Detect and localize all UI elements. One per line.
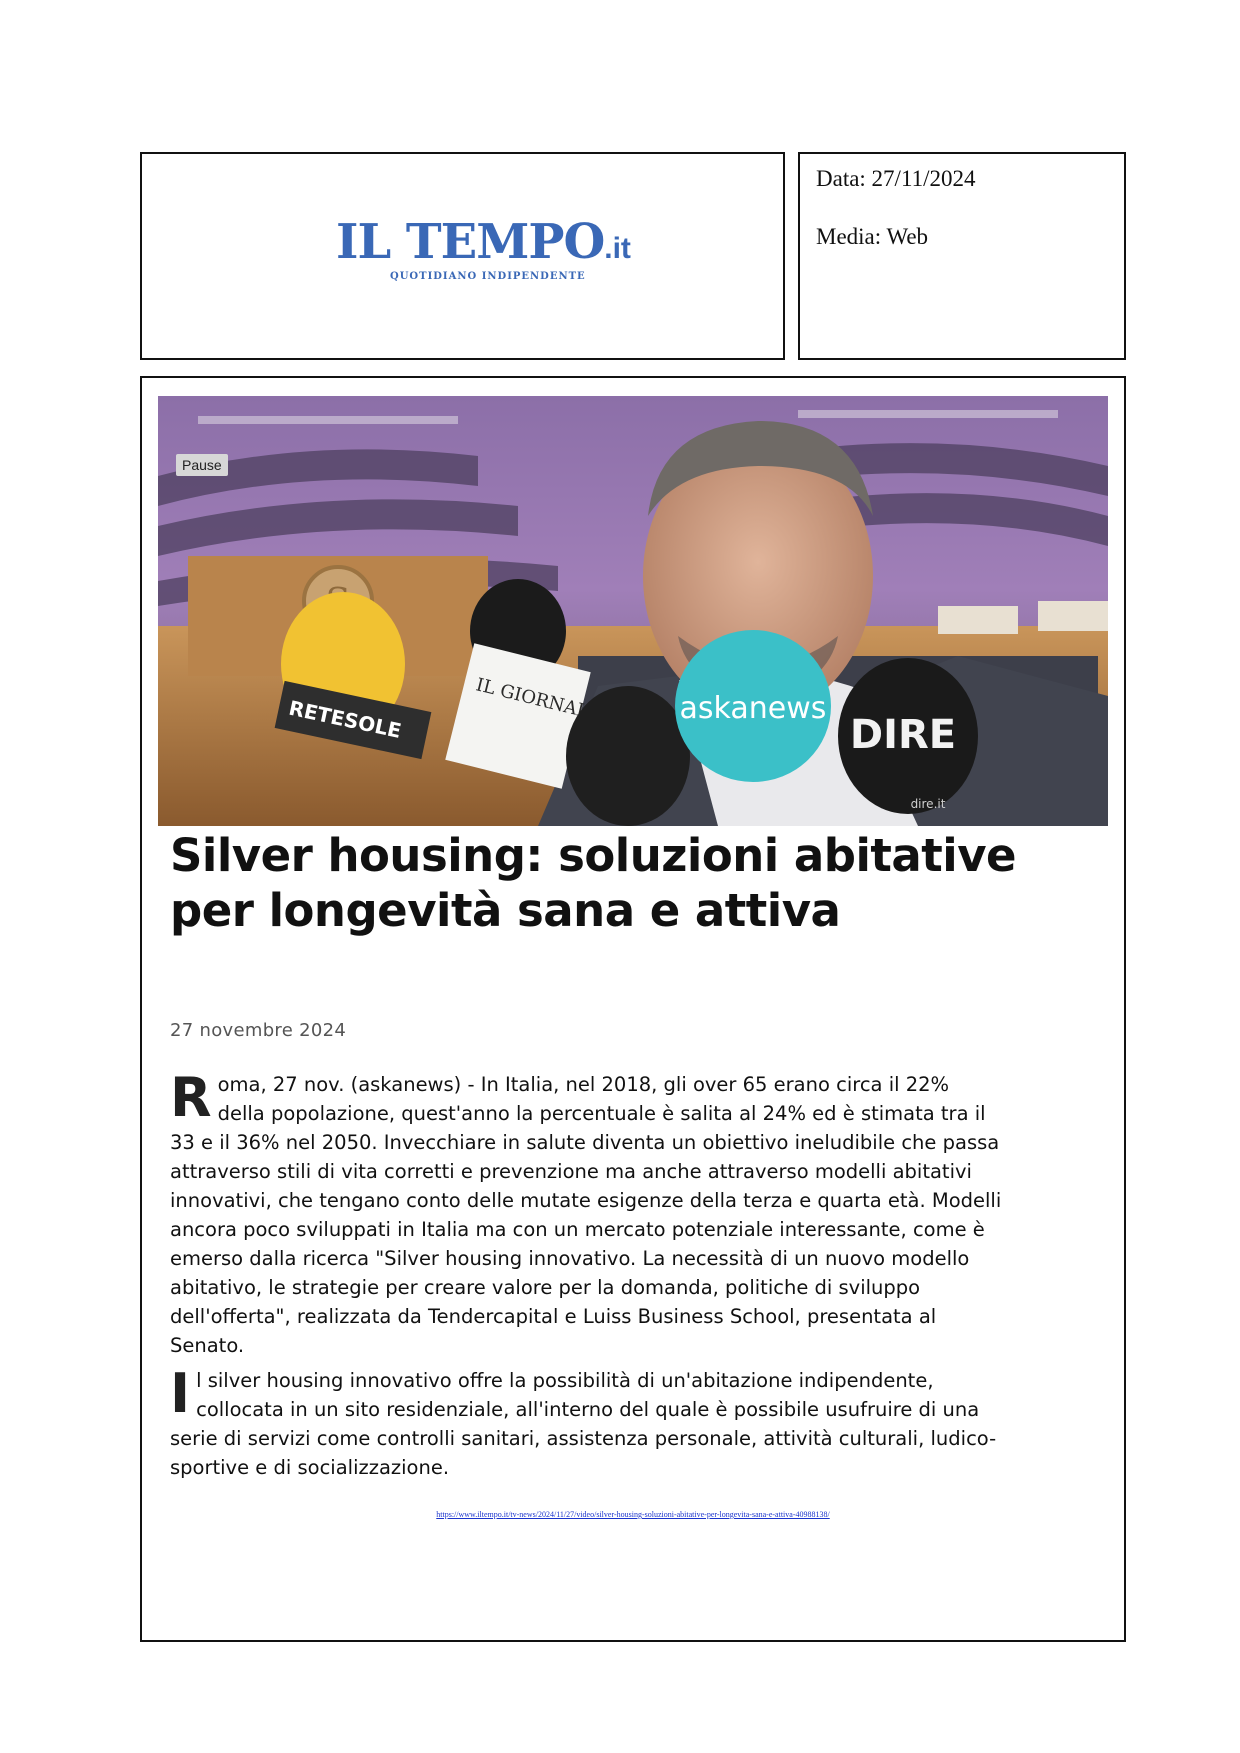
logo-suffix: .it (604, 232, 631, 265)
article-paragraph-1 (170, 1066, 1002, 1360)
il-tempo-logo (336, 214, 636, 298)
source-url-link[interactable]: https://www.iltempo.it/tv-news/2024/11/27/video/silver-housing-soluzioni-abitative-per-longevita-sana-e-attiva-40988138/ (436, 1510, 830, 1519)
logo-tagline: QUOTIDIANO INDIPENDENTE (390, 271, 586, 282)
pause-button[interactable]: Pause (176, 454, 228, 476)
paragraph-1-text: oma, 27 nov. (askanews) - In Italia, nel 2018, gli over 65 erano circa il 22% della popolazione, quest'anno la percentuale è salita al 24% ed è stimata tra il 33 e il 36% nel 2050. Invecchiare in salute diventa un obiettivo ineludibile che passa attraverso stili di vita corretti e prevenzione ma anche attraverso modelli abitativi innovativi, che tengano conto delle mutate esigenze della terza e quarta età. Modelli ancora poco sviluppati in Italia ma con un mercato potenziale interessante, come è emerso dalla ricerca "Silver housing innovativo. La necessità di un nuovo modello abitativo, le strategie per creare valore per la domanda, politiche di sviluppo dell'offerta", realizzata da Tendercapital e Luiss Business School, presentata al Senato. (170, 1073, 1002, 1357)
metadata-box (798, 152, 1126, 360)
dropcap-1: R (170, 1066, 212, 1129)
publication-date-line: Data: 27/11/2024 (816, 166, 976, 191)
logo-wordmark (336, 214, 636, 273)
dropcap-2: I (170, 1362, 191, 1425)
mic-label-askanews: askanews (679, 691, 827, 726)
mic-label-dire: DIRE (849, 712, 957, 758)
paragraph-2-text: l silver housing innovativo offre la possibilità di un'abitazione indipendente, collocata in un sito residenziale, all'interno del quale è possibile usufruire di una serie di servizi come controlli sanitari, assistenza personale, attività culturali, ludico-sportive e di socializzazione. (170, 1369, 997, 1479)
video-still-image (158, 396, 1108, 826)
video-frame[interactable] (158, 396, 1108, 826)
article-headline: Silver housing: soluzioni abitative per longevità sana e attiva (170, 829, 1017, 937)
article-paragraph-2 (170, 1362, 1002, 1482)
masthead-box (140, 152, 785, 360)
article-frame (140, 376, 1126, 1642)
logo-main-text: IL TEMPO (336, 214, 605, 270)
mic-label-retesole: RETESOLE (286, 695, 404, 743)
media-type-line: Media: Web (816, 224, 929, 249)
mic-label-dire-url: dire.it (910, 797, 946, 811)
mic-label-giornale: IL GIORNALE (473, 674, 604, 726)
article-date: 27 novembre 2024 (170, 1020, 347, 1041)
